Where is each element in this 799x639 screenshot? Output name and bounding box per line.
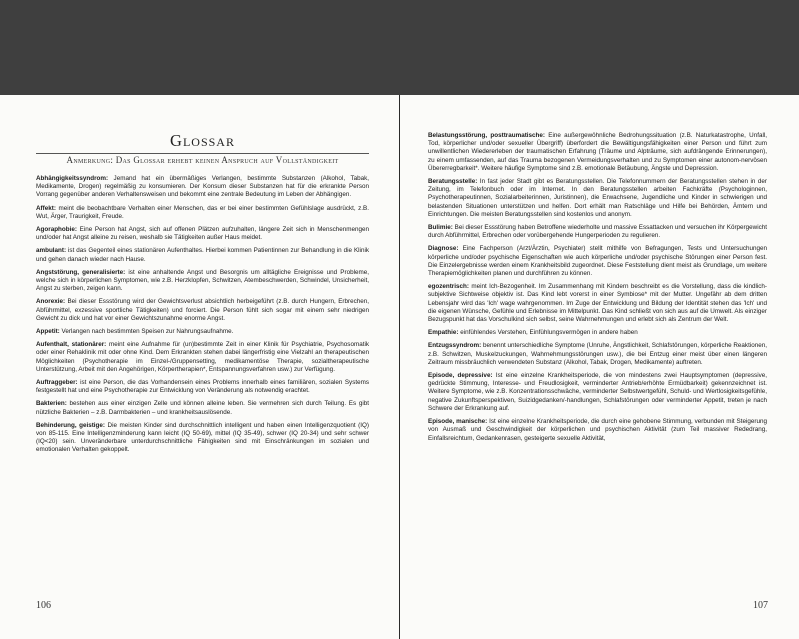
glossary-entry [428, 245, 767, 278]
glossary-term: Anorexie: [36, 298, 66, 306]
glossary-definition: meint Ich-Bezogenheit. Im Zusammenhang mit Kindern beschreibt es die Vorstellung, dass die kindlich-subjektive Sichtweise objektiv ist. Das Kind lebt vorerst in einer Symbiose* mit der Mutter. Ungefähr ab dem dritten Lebensjahr wird das 'Ich' wage wahrgenommen. Im Zuge der Entwicklung und Bildung der Identität stehen das 'Ich' und die eigenen Wünsche, Gefühle und Erlebnisse im Mittelpunkt. Das Kind schließt von sich aus auf die Umwelt. Als einziger Bezugspunkt hat das Vorschulkind sich selbst, seine Wahrnehmungen und erlebt sich als Zentrum der Welt. [428, 283, 767, 324]
glossary-entries-left [36, 175, 369, 455]
glossary-definition: Jemand hat ein übermäßiges Verlangen, bestimmte Substanzen (Alkohol, Tabak, Medikamente, Drogen) regelmäßig zu konsumieren. Der Konsum dieser Substanzen hat für die erkrankte Person Vorrang gegenüber anderen Verhaltensweisen und bekommt eine zentrale Bedeutung im Leben der Abhängigen. [36, 175, 369, 199]
glossary-entries-right [428, 132, 767, 443]
glossary-entry [36, 341, 369, 374]
glossary-term: Abhängigkeitssyndrom: [36, 175, 109, 182]
glossary-entry [36, 175, 369, 200]
glossary-definition: Bei dieser Essstörung haben Betroffene wiederholte und massive Essattacken und versuchen ihr Körpergewicht durch Abführmittel, Erbrechen oder vorübergehende Hungerperioden zu regulieren. [428, 224, 767, 240]
glossary-entry [36, 298, 369, 323]
glossary-definition: bestehen aus einer einzigen Zelle und können alleine leben. Sie vermehren sich durch Teilung. Es gibt nützliche Bakterien – z.B. Darmbakterien – und krankheitsauslösende. [36, 400, 369, 416]
glossary-term: Belastungsstörung, posttraumatische: [428, 132, 545, 139]
glossary-term: Episode, manische: [428, 418, 488, 426]
glossary-definition: In fast jeder Stadt gibt es Beratungsstellen. Die Telefonnummern der Beratungsstellen stehen in der Zeitung, im Telefonbuch oder im Internet. In den Beratungsstellen arbeiten Fachkräfte (Psychologinnen, Psychotherapeutinnen, Sozialarbeiterinnen, Juristinnen), die Erwachsene, Jugendliche und Kinder in schwierigen und belastenden Situationen unterstützen und helfen. Dort erhält man Ratschläge und Hilfe bei Behörden, Ämtern und Einrichtungen. Die meisten Beratungsstellen sind kostenlos und anonym. [428, 178, 767, 218]
glossary-term: ambulant: [36, 247, 67, 255]
glossary-entry [428, 224, 767, 240]
glossary-term: Affekt: [36, 204, 56, 212]
glossary-entry [36, 269, 369, 294]
glossary-term: Episode, depressive: [428, 372, 493, 380]
glossary-entry [428, 418, 767, 443]
page-title: Glossar [170, 131, 235, 150]
glossary-definition: meint die beobachtbare Verhalten einer Menschen, das er bei einer bestimmten Gefühlslage ausdrückt, z.B. Wut, Ärger, Traurigkeit, Freude. [36, 204, 369, 220]
left-page [0, 95, 399, 639]
glossary-term: Empathie: [428, 329, 459, 337]
glossary-entry [36, 226, 369, 242]
glossary-entry [36, 422, 369, 455]
glossary-term: Beratungsstelle: [428, 178, 478, 186]
glossary-term: Auftraggeber: [36, 379, 78, 387]
glossary-term: Aufenthalt, stationärer: [36, 341, 107, 349]
glossary-term: Agoraphobie: [36, 226, 77, 234]
right-page [400, 95, 799, 639]
glossary-definition: ist eine anhaltende Angst und Besorgnis um alltägliche Ereignisse und Probleme, welche sich in körperlichen Symptomen, wie z.B. Herzklopfen, Schwitzen, Atembeschwerden, Schwindel, Unsicherheit, Angst zu sterben, zeigen kann. [36, 268, 369, 293]
glossary-definition: Ist eine einzelne Krankheitsperiode, die von mindestens zwei Hauptsymptomen (depressive, gedrückte Stimmung, Interesse- und Freudlosigkeit, verminderter Antrieb/erhöhte Ermüdbarkeit) gekennzeichnet ist. Weitere Symptome, wie z.B. Konzentrationsschwäche, verminderter Selbstwertgefühl, Schuld- und Wertlosigkeitsgefühle, negative Zukunftsperspektiven, Suizidgedanken/-handlungen, Schlafstörungen oder verminderter Appetit, treten je nach Schwere der Erkrankung auf. [428, 372, 767, 412]
glossary-term: Entzugssyndrom: [428, 342, 482, 350]
glossary-term: Behinderung, geistige: [36, 421, 105, 429]
glossary-entry [36, 400, 369, 416]
glossary-definition: ist das Gegenteil eines stationären Aufenthaltes. Hierbei kommen Patientinnen zur Behandlung in die Klinik und gehen danach wieder nach Hause. [36, 247, 369, 263]
glossary-entry [428, 283, 767, 324]
glossary-definition: ist eine Person, die das Vorhandensein eines Problems innerhalb eines familiären, sozialen Systems festgestellt hat und eine Psychotherapie zur Entwicklung von Veränderung als notwendig erachtet. [36, 379, 369, 395]
glossary-entry [428, 329, 767, 337]
glossary-definition: Verlangen nach bestimmten Speisen zur Nahrungsaufnahme. [59, 328, 234, 336]
glossary-entry [428, 342, 767, 367]
left-page-content [36, 132, 369, 460]
glossary-entry [428, 178, 767, 219]
glossary-term: egozentrisch: [428, 283, 469, 291]
glossary-term: Bulimie: [428, 224, 453, 232]
glossary-definition: Eine außergewöhnliche Bedrohungssituation (z.B. Naturkatastrophe, Unfall, Tod, körperlicher und/oder sexueller Übergriff) überfordert die Bewältigungsfähigkeiten einer Person und führt zum unwillentlichen Wiedererleben der traumatischen Erfahrung (Träume und Alpträume, sich aufdrängende Erinnerungen), zu einem umfassenden, auf das Trauma bezogenen Vermeidungsverhalten und zu Symptomen einer autonom-nervösen Übererregbarkeit*. Weitere häufige Symptome sind z.B. emotionale Betäubung, Ängste und Depression. [428, 132, 767, 172]
glossary-definition: Die meisten Kinder sind durchschnittlich intelligent und haben einen Intelligenzquotient (IQ) von 85-115. Eine Intelligenzminderung kann leicht (IQ 50-69), mittel (IQ 35-49), schwer (IQ 20-34) und sehr schwer (IQ<20) sein. Unveränderbare unterdurchschnittliche Fähigkeiten sind mit Einschränkungen im sozialen und emotionalen Verhalten gekoppelt. [36, 421, 369, 454]
glossary-term: Bakterien: [36, 400, 67, 408]
glossary-term: Diagnose: [428, 245, 459, 253]
glossary-term: Angststörung, generalisierte: [36, 268, 126, 276]
glossary-entry [36, 328, 369, 336]
glossary-entry [428, 132, 767, 173]
glossary-definition: Eine Fachperson (Arzt/Ärztin, Psychiater) stellt mithilfe von Befragungen, Tests und Untersuchungen körperliche und/oder psychische Eigenschaften wie auch körperliche und/oder psychische Störungen einer Person fest. Die Einzelergebnisse werden einem Krankheitsbild zugeordnet. Diese Feststellung dient meist als Grundlage, um weitere Therapiemöglichkeiten planen und durchführen zu können. [428, 245, 767, 278]
glossary-definition: Eine Person hat Angst, sich auf offenen Plätzen aufzuhalten, längere Zeit sich in Menschenmengen und/oder hat Angst alleine zu reisen, weshalb sie Tätigkeiten außer Haus meidet. [36, 226, 369, 242]
glossary-term: Appetit: [36, 328, 60, 336]
glossary-definition: meint eine Aufnahme für (un)bestimmte Zeit in einer Klinik für Psychiatrie, Psychosomatik oder einer Rehaklinik mit oder ohne Kind. Dem Erkrankten stehen dabei längerfristig eine Vielzahl an therapeutischen Möglichkeiten (Psychotherapie im Einzel-/Gruppensetting, medikamentöse Therapie, sozialtherapeutische Unterstützung, Arbeit mit den Angehörigen, Körpertherapien*, Entspannungsverfahren usw.) zur Verfügung. [36, 341, 369, 373]
glossary-definition: einfühlendes Verstehen, Einfühlungsvermögen in andere haben [458, 329, 638, 337]
page-number-right: 107 [753, 600, 768, 611]
page-number-left: 106 [36, 600, 51, 611]
glossary-definition: Ist eine einzelne Krankheitsperiode, die durch eine gehobene Stimmung, verbunden mit Steigerung von Ausmaß und Geschwindigkeit der körperlichen und psychischen Aktivität (zum Teil massiver Rededrang, Einfallsreichtum, Gedankenrasen, gesteigerte sexuelle Aktivität, [428, 418, 767, 442]
glossary-note: Anmerkung: Das Glossar erhebt keinen Anspruch auf Vollständigkeit [36, 153, 369, 165]
glossary-definition: benennt unterschiedliche Symptome (Unruhe, Ängstlichkeit, Schlafstörungen, körperliche Reaktionen, z.B. Schwitzen, Muskelzuckungen, Wahrnehmungsstörungen usw.), die bei Entzug einer meist über einen längeren Zeitraum missbräuchlich verwendeten Substanz (Alkohol, Tabak, Drogen, Medikamente) auftreten. [428, 342, 767, 366]
glossary-entry [36, 205, 369, 221]
glossary-definition: Bei dieser Essstörung wird der Gewichtsverlust absichtlich herbeigeführt (z.B. durch Hungern, Erbrechen, Abführmittel, exzessive sportliche Tätigkeiten) und forciert. Die Person fühlt sich sogar mit einem sehr niedrigen Gewicht zu dick und hat vor einer Gewichtszunahme enorme Angst. [36, 298, 369, 322]
glossary-entry [36, 247, 369, 263]
glossary-entry [428, 372, 767, 413]
glossary-entry [36, 379, 369, 395]
right-page-content [428, 132, 767, 448]
